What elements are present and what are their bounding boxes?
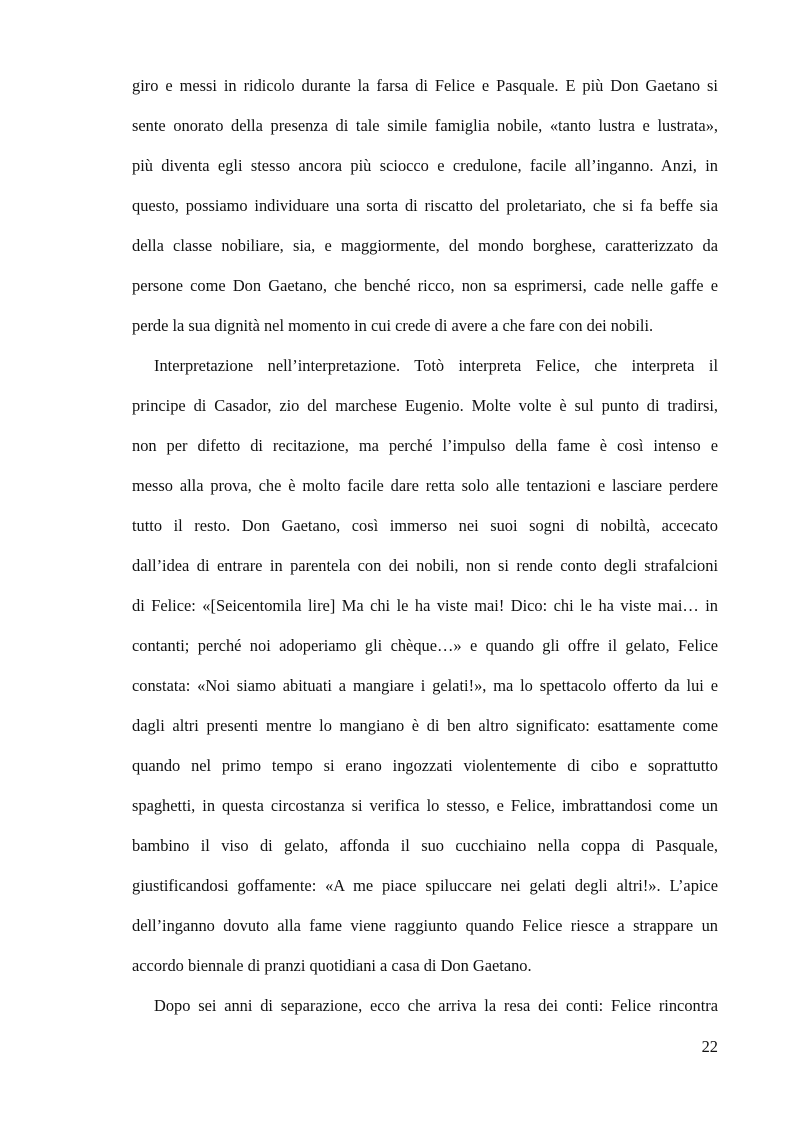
text-line: dall’idea di entrare in parentela con dei nobili, non si rende conto degli strafalcioni [132,556,718,575]
text-line: contanti; perché noi adoperiamo gli chèque…» e quando gli offre il gelato, Felice [132,636,718,655]
body-text [132,66,718,1026]
text-line: Dopo sei anni di separazione, ecco che arriva la resa dei conti: Felice rincontra [154,996,718,1015]
page-number: 22 [701,1037,718,1056]
text-line: giro e messi in ridicolo durante la farsa di Felice e Pasquale. E più Don Gaetano si [132,76,718,95]
text-line: dagli altri presenti mentre lo mangiano è di ben altro significato: esattamente come [132,716,718,735]
text-line: Interpretazione nell’interpretazione. Totò interpreta Felice, che interpreta il [154,356,718,375]
text-line: persone come Don Gaetano, che benché ricco, non sa esprimersi, cade nelle gaffe e [132,276,718,295]
text-line: accordo biennale di pranzi quotidiani a casa di Don Gaetano. [132,956,532,975]
text-line: perde la sua dignità nel momento in cui crede di avere a che fare con dei nobili. [132,316,654,335]
text-line: dell’inganno dovuto alla fame viene raggiunto quando Felice riesce a strappare un [132,916,718,935]
text-line: quando nel primo tempo si erano ingozzati violentemente di cibo e soprattutto [132,756,718,775]
text-line: della classe nobiliare, sia, e maggiormente, del mondo borghese, caratterizzato da [132,236,718,255]
text-line: di Felice: «[Seicentomila lire] Ma chi le ha viste mai! Dico: chi le ha viste mai… in [132,596,718,615]
paragraph-3 [132,986,718,1026]
text-line: constata: «Noi siamo abituati a mangiare i gelati!», ma lo spettacolo offerto da lui e [132,676,718,695]
text-line: spaghetti, in questa circostanza si verifica lo stesso, e Felice, imbrattandosi come un [132,796,718,815]
text-line: tutto il resto. Don Gaetano, così immerso nei suoi sogni di nobiltà, accecato [132,516,718,535]
text-line: giustificandosi goffamente: «A me piace spiluccare nei gelati degli altri!». L’apice [132,876,718,895]
text-line: questo, possiamo individuare una sorta di riscatto del proletariato, che si fa beffe sia [132,196,718,215]
text-line: bambino il viso di gelato, affonda il suo cucchiaino nella coppa di Pasquale, [132,836,718,855]
text-line: non per difetto di recitazione, ma perché l’impulso della fame è così intenso e [132,436,718,455]
text-line: sente onorato della presenza di tale simile famiglia nobile, «tanto lustra e lustrata», [132,116,718,135]
paragraph-2 [132,346,718,986]
text-line: principe di Casador, zio del marchese Eugenio. Molte volte è sul punto di tradirsi, [132,396,718,415]
paragraph-1 [132,66,718,346]
text-line: messo alla prova, che è molto facile dare retta solo alle tentazioni e lasciare perdere [132,476,718,495]
text-line: più diventa egli stesso ancora più sciocco e credulone, facile all’inganno. Anzi, in [132,156,718,175]
